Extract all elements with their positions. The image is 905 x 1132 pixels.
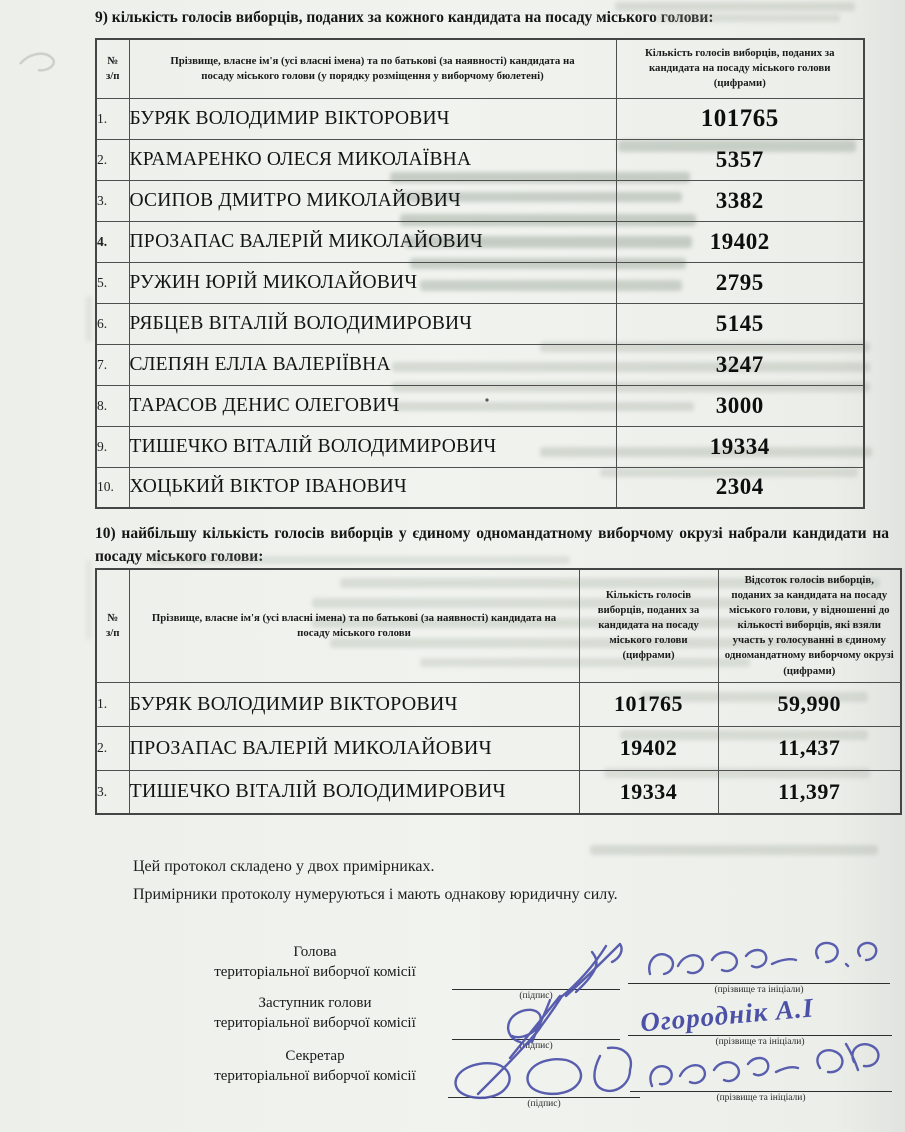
bleed-through-ghost <box>86 296 92 342</box>
role-title: Секретар <box>285 1048 345 1064</box>
table-row <box>96 385 864 426</box>
cell-name: БУРЯК ВОЛОДИМИР ВІКТОРОВИЧ <box>129 98 616 139</box>
bleed-through-ghost <box>590 845 878 855</box>
cell-name: ТИШЕЧКО ВІТАЛІЙ ВОЛОДИМИРОВИЧ <box>129 770 579 814</box>
table-row <box>96 262 864 303</box>
table-row <box>96 344 864 385</box>
col-num-header <box>96 39 129 98</box>
cell-num: 9. <box>96 426 129 467</box>
cell-name: КРАМАРЕНКО ОЛЕСЯ МИКОЛАЇВНА <box>129 139 616 180</box>
cell-name: ХОЦЬКИЙ ВІКТОР ІВАНОВИЧ <box>129 467 616 508</box>
note-line: Цей протокол складено у двох примірниках. <box>133 858 435 875</box>
cell-name: РУЖИН ЮРІЙ МИКОЛАЙОВИЧ <box>129 262 616 303</box>
cell-votes: 5357 <box>616 139 864 180</box>
name-line <box>630 1091 892 1103</box>
cell-name: РЯБЦЕВ ВІТАЛІЙ ВОЛОДИМИРОВИЧ <box>129 303 616 344</box>
cell-name: БУРЯК ВОЛОДИМИР ВІКТОРОВИЧ <box>129 682 579 726</box>
cell-num: 3. <box>96 770 129 814</box>
signature-label: (підпис) <box>519 991 553 1001</box>
cell-votes: 19402 <box>616 221 864 262</box>
cell-votes: 3000 <box>616 385 864 426</box>
cell-num: 1. <box>96 98 129 139</box>
table-header-row <box>96 569 901 682</box>
col-name-header: Прізвище, власне ім'я (усі власні імена) та по батькові (за наявності) кандидата на посаду міського голови <box>129 569 579 682</box>
cell-name: ТАРАСОВ ДЕНИС ОЛЕГОВИЧ <box>129 385 616 426</box>
name-label: (прізвище та ініціали) <box>715 1037 805 1047</box>
cell-votes: 2304 <box>616 467 864 508</box>
col-num-header-top: № <box>107 611 119 624</box>
written-name: Огороднік А.І <box>638 992 816 1038</box>
col-name-header: Прізвище, власне ім'я (усі власні імена) та по батькові (за наявності) кандидата на посаду міського голови (у порядку розміщення у виборчому бюлетені) <box>129 39 616 98</box>
table-row <box>96 467 864 508</box>
signature-line <box>452 989 620 1001</box>
name-label: (прізвище та ініціали) <box>716 1093 806 1103</box>
top-candidates-table-section10 <box>95 568 902 815</box>
col-votes-header: Кількість голосів виборців, поданих за кандидата на посаду міського голови (цифрами) <box>616 39 864 98</box>
pencil-mark <box>20 54 54 71</box>
name-label: (прізвище та ініціали) <box>714 985 804 995</box>
cell-num: 3. <box>96 180 129 221</box>
table-row <box>96 98 864 139</box>
note-line: Примірники протоколу нумеруються і мають однакову юридичну силу. <box>133 886 618 903</box>
cell-num: 8. <box>96 385 129 426</box>
cell-votes: 3382 <box>616 180 864 221</box>
cell-votes: 19334 <box>616 426 864 467</box>
signature-label: (підпис) <box>519 1041 553 1051</box>
signature-line <box>452 1039 620 1051</box>
cell-percent: 59,990 <box>718 682 901 726</box>
signature-label: (підпис) <box>527 1099 561 1109</box>
col-num-header-bottom: з/п <box>105 626 120 639</box>
role-org: територіальної виборчої комісії <box>214 964 416 980</box>
cell-name: ОСИПОВ ДМИТРО МИКОЛАЙОВИЧ <box>129 180 616 221</box>
votes-table-section9 <box>95 38 865 509</box>
cell-name: ПРОЗАПАС ВАЛЕРІЙ МИКОЛАЙОВИЧ <box>129 221 616 262</box>
cell-votes: 5145 <box>616 303 864 344</box>
cell-percent: 11,397 <box>718 770 901 814</box>
cell-num: 10. <box>96 467 129 508</box>
cell-num: 4. <box>96 221 129 262</box>
cell-name: ТИШЕЧКО ВІТАЛІЙ ВОЛОДИМИРОВИЧ <box>129 426 616 467</box>
cell-votes: 101765 <box>579 682 718 726</box>
section10-heading: 10) найбільшу кількість голосів виборців у єдиному одномандатному виборчому окрузі набрали кандидати на посаду міського голови: <box>95 525 889 566</box>
cell-percent: 11,437 <box>718 726 901 770</box>
cell-num: 2. <box>96 139 129 180</box>
table-row <box>96 139 864 180</box>
col-num-header <box>96 569 129 682</box>
table-row <box>96 303 864 344</box>
col-votes-header: Кількість голосів виборців, поданих за кандидата на посаду міського голови (цифрами) <box>579 569 718 682</box>
cell-votes: 19334 <box>579 770 718 814</box>
cell-name: СЛЕПЯН ЕЛЛА ВАЛЕРІЇВНА <box>129 344 616 385</box>
name-line <box>628 983 890 995</box>
signature-line <box>448 1097 640 1109</box>
table-row <box>96 682 901 726</box>
cell-num: 5. <box>96 262 129 303</box>
bleed-through-ghost <box>86 560 92 640</box>
table-row <box>96 426 864 467</box>
table-row <box>96 180 864 221</box>
col-num-header-bottom: з/п <box>105 69 120 82</box>
cell-num: 6. <box>96 303 129 344</box>
cell-num: 2. <box>96 726 129 770</box>
cell-votes: 2795 <box>616 262 864 303</box>
cell-num: 7. <box>96 344 129 385</box>
table-row <box>96 221 864 262</box>
role-org: територіальної виборчої комісії <box>214 1068 416 1084</box>
cell-name: ПРОЗАПАС ВАЛЕРІЙ МИКОЛАЙОВИЧ <box>129 726 579 770</box>
role-title: Заступник голови <box>258 995 372 1011</box>
cell-votes: 101765 <box>616 98 864 139</box>
col-percent-header: Відсоток голосів виборців, поданих за кандидата на посаду міського голови, у відношенні до кількості виборців, які взяли участь у голосуванні в єдиному одномандатному виборчому окрузі (цифрами) <box>718 569 901 682</box>
signature-role-secretary <box>140 1046 490 1086</box>
name-line <box>628 1035 892 1047</box>
section9-heading: 9) кількість голосів виборців, поданих за кожного кандидата на посаду міського голови: <box>95 9 714 26</box>
signature-role-deputy <box>140 993 490 1033</box>
cell-votes: 19402 <box>579 726 718 770</box>
cell-votes: 3247 <box>616 344 864 385</box>
table-row <box>96 726 901 770</box>
role-org: територіальної виборчої комісії <box>214 1015 416 1031</box>
col-num-header-top: № <box>107 54 119 67</box>
table-header-row <box>96 39 864 98</box>
table-row <box>96 770 901 814</box>
cell-num: 1. <box>96 682 129 726</box>
role-title: Голова <box>293 944 337 960</box>
signature-role-head <box>140 942 490 982</box>
